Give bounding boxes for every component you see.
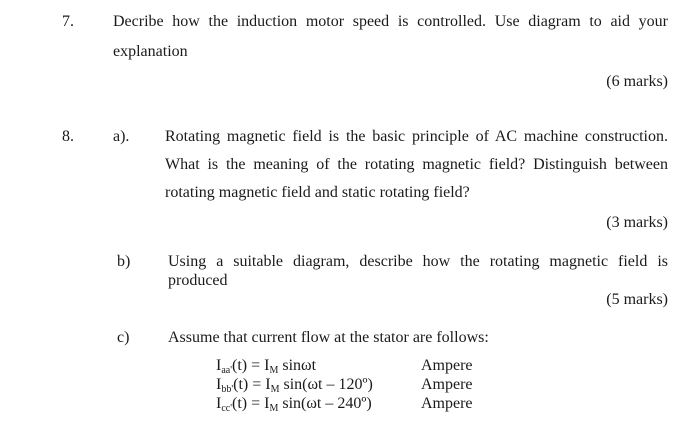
part-label: c) xyxy=(117,329,130,346)
marks: (3 marks) xyxy=(606,214,668,231)
equation: $I_{cc'}(t) = I_M$ sin(ωt – 240º) xyxy=(216,395,372,414)
unit-label: Ampere xyxy=(421,376,473,393)
question-text: explanation xyxy=(113,43,188,60)
question-number: 8. xyxy=(62,128,74,145)
question-text: What is the meaning of the rotating magnetic field? Distinguish between xyxy=(165,156,668,173)
equation: $I_{bb'}(t) = I_M$ sin(ωt – 120º) xyxy=(216,376,373,395)
question-text: rotating magnetic field and static rotating field? xyxy=(165,184,470,201)
equation: $I_{aa'}(t) = I_M$ sinωt xyxy=(216,357,317,376)
part-label: b) xyxy=(117,253,131,270)
part-label: a). xyxy=(113,128,130,145)
unit-label: Ampere xyxy=(421,395,473,412)
marks: (5 marks) xyxy=(606,291,668,308)
question-text: Rotating magnetic field is the basic principle of AC machine construction. xyxy=(165,128,668,145)
question-text: Using a suitable diagram, describe how the rotating magnetic field is xyxy=(168,253,668,270)
question-text: produced xyxy=(168,272,228,289)
question-text: Decribe how the induction motor speed is controlled. Use diagram to aid your xyxy=(113,13,668,30)
marks: (6 marks) xyxy=(606,73,668,90)
question-number: 7. xyxy=(62,13,74,30)
question-text: Assume that current flow at the stator are follows: xyxy=(168,329,489,346)
unit-label: Ampere xyxy=(421,357,473,374)
